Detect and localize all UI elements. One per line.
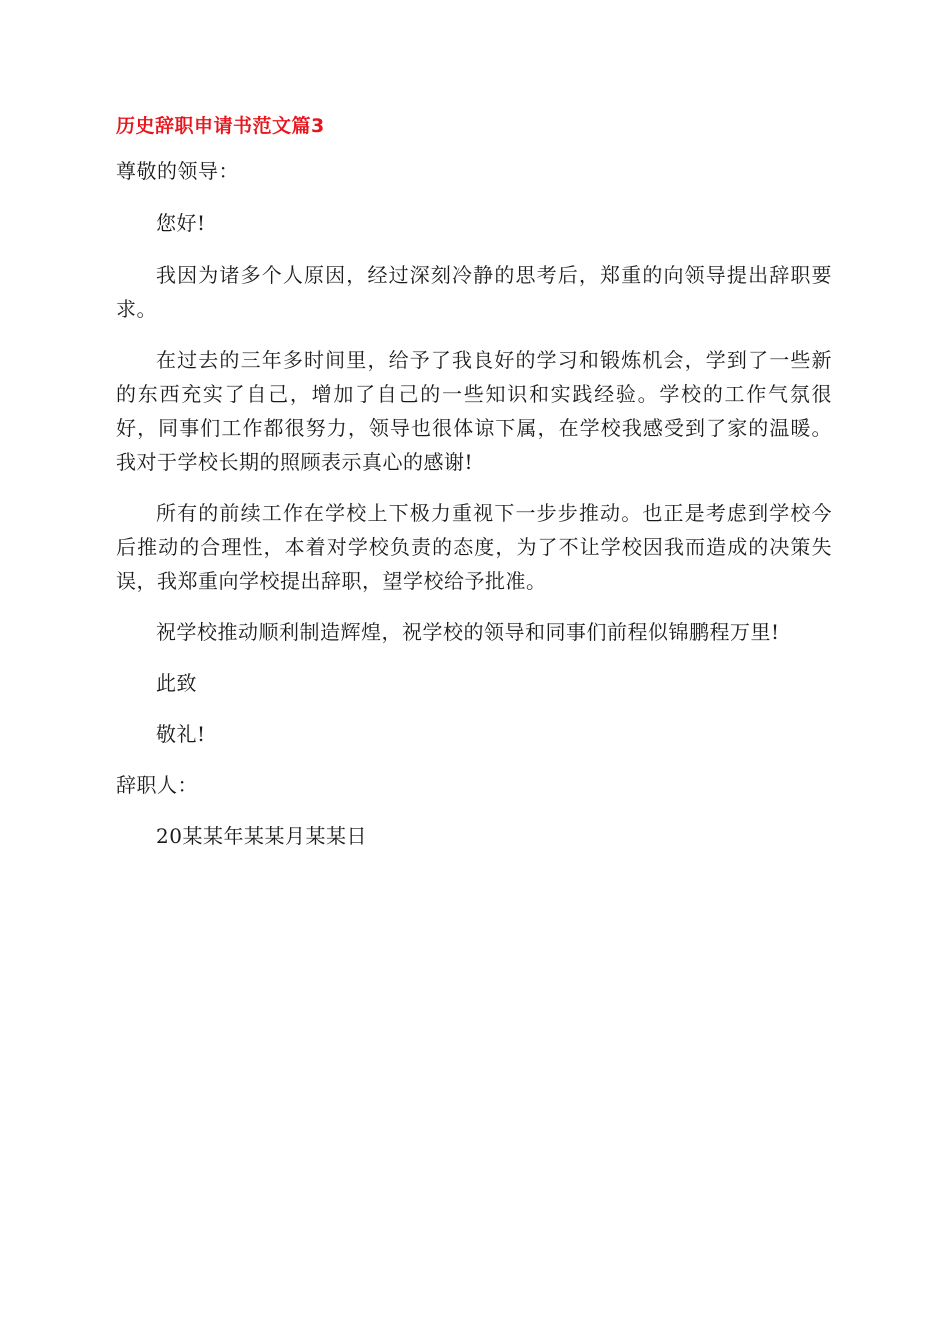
body-paragraph-2: 在过去的三年多时间里，给予了我良好的学习和锻炼机会，学到了一些新的东西充实了自己，增加了自己的一些知识和实践经验。学校的工作气氛很好，同事们工作都很努力，领导也很体谅下属，在学校我感受到了家的温暖。我对于学校长期的照顾表示真心的感谢!	[116, 348, 832, 474]
body-paragraph-3: 所有的前续工作在学校上下极力重视下一步步推动。也正是考虑到学校今后推动的合理性，本着对学校负责的态度，为了不让学校因我而造成的决策失误，我郑重向学校提出辞职，望学校给予批准。	[116, 501, 832, 593]
signer-label: 辞职人：	[116, 773, 198, 797]
body-paragraph-4: 祝学校推动顺利制造辉煌，祝学校的领导和同事们前程似锦鹏程万里!	[156, 620, 780, 644]
date-line: 20某某年某某月某某日	[156, 824, 367, 848]
document-page	[116, 112, 832, 853]
body-paragraph-1: 我因为诸多个人原因，经过深刻冷静的思考后，郑重的向领导提出辞职要求。	[116, 263, 832, 321]
closing-line-1: 此致	[156, 671, 197, 695]
closing-line-2: 敬礼!	[156, 722, 206, 746]
document-title: 历史辞职申请书范文篇3	[116, 115, 325, 137]
greeting: 您好!	[156, 211, 206, 235]
salutation: 尊敬的领导：	[116, 159, 239, 183]
